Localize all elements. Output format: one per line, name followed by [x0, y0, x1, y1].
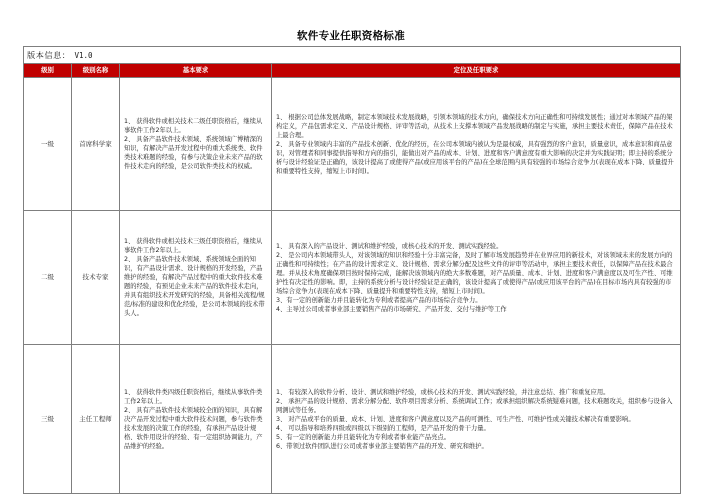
duty-item: 5、有一定的创新能力并且能转化为专利或者事业能产品亮点。: [276, 433, 451, 441]
version-value: V1.0: [74, 50, 93, 60]
header-basic: 基本要求: [120, 64, 272, 78]
requirement-item: 2、 具有产品软件技术领域较全面的知识，具有解决产品开发过程中重大软件技术问题，参与软件类技术发展的决策工作的经验，有承担产品设计规格、软件用设计的经验、有一定组织协调能力，产品维护的经验。: [124, 406, 263, 450]
table-row: [24, 211, 681, 345]
duty-item: 1、 具有深入的产品设计、测试和维护经验，或核心技术的开发、测试实践经验。: [276, 242, 503, 250]
duty-item: 2、 具备专业领域内丰富的产品技术创新、优化的经历，在公司本领域内被认为是最权威，具有强烈的客户意识，质量意识，成本意识和商品意识，对管理者和同事提供指导和方向的指引，能做出对产品的成本、计划、进度和客户满意度有重大影响的决定并为实践证明；即主持的系统分析与设计经验证是正确的，该设计提高了或使得产品(或应用该平台的产品)在全球范围内具有较强的市场综合竞争力(表现在成本下降、质量提升和重要特性支持，缩短上市时间)。: [276, 140, 674, 175]
header-duty: 定位及任职要求: [272, 64, 681, 78]
page-title: 软件专业任职资格标准: [297, 30, 405, 42]
duty-item: 2、 承担产品的设计规格、需求分解分配、软件项目需求分析、系统调试工作；或承担组织解决系统疑难问题，技术难题攻关，组织参与设备入网测试等任务。: [276, 397, 673, 414]
table-row: [24, 78, 681, 211]
requirement-item: 1、 获得软件类四级任职资格后，继续从事软件类工作2年以上。: [124, 388, 263, 405]
version-info: [24, 47, 681, 64]
header-level: 级别: [24, 64, 72, 78]
basic-requirements-cell: [120, 345, 272, 494]
level-name-cell: 首席科学家: [72, 78, 120, 211]
table-row: [24, 345, 681, 494]
duty-item: 4、 可以指导和培养四级或四级以下级别的工程师，是产品开发的骨干力量。: [276, 424, 490, 432]
qualification-table: [23, 46, 681, 494]
duty-item: 4、主导过公司或者事业部主要销售产品的市场研究、产品开发、交付与维护等工作: [276, 305, 507, 313]
requirement-item: 2、 具备产品软件技术领域、系统领域全面的知识，有产品设计需求、设计规格的开发经验，产品维护的经验，有解决产品过程中的重大软件技术难题的经验，有预见企业未来产品的软件技术走向，并具有组织技术开发研究的经验，具备相关流程/规范/标准的建设和优化经验，是公司本领域的技术带头人。: [124, 256, 265, 317]
level-name-cell: 技术专家: [72, 211, 120, 345]
duty-requirements-cell: [272, 211, 681, 345]
basic-requirements-cell: [120, 78, 272, 211]
duty-item: 1、 根据公司总体发展战略，制定本领域技术发展战略，引领本领域的技术方向，确保技术方向正确性和可持续发展性；通过对本领域产品的架构定义，产品包需求定义、产品设计规格、评审等活动，从技术上支撑本领域产品发展战略的制定与实施，承担主要技术责任，保障产品在技术上最合理。: [276, 113, 673, 139]
version-label: 版本信息：: [27, 49, 71, 60]
level-cell: 三级: [24, 345, 72, 494]
duty-requirements-cell: [272, 345, 681, 494]
level-cell: 二级: [24, 211, 72, 345]
duty-item: 6、带领过软件团队进行公司或者事业部主要销售产品的开发、研究和维护。: [276, 442, 488, 450]
requirement-item: 1、 获得软件或相关技术二级任职资格后，继续从事软件工作2年以上。: [124, 118, 263, 134]
duty-item: 3、有一定的创新能力并且能转化为专利或者提高产品的市场综合竞争力。: [276, 296, 482, 304]
header-name: 级别名称: [72, 64, 120, 78]
duty-requirements-cell: [272, 78, 681, 211]
requirement-item: 2、 具备产品软件技术领域、系统领域广博精深的知识，有解决产品开发过程中的重大系统类、软件类技术难题的经验，有参与决策企业未来产品的软件技术走向的经验，是公司软件类技术的权威。: [124, 136, 263, 170]
header-row: [24, 64, 681, 78]
level-name-cell: 主任工程师: [72, 345, 120, 494]
requirement-item: 1、 获得软件或相关技术三级任职资格后，继续从事软件工作2年以上。: [124, 238, 263, 254]
duty-item: 3、 对产品或平台的质量、成本、计划、进度和客户满意度以及产品的可测性、可生产性、可维护性或关键技术解决有重要影响。: [276, 415, 635, 423]
duty-item: 2、 是公司内本领域带头人，对该领域的知识和经验十分丰富完备，及时了解市场发展趋势并在业界应用的新技术，对该领域未来的发展方向的正确性和可持续性；在产品的设计需求定义、设计规格、需求分解分配及这些文件的评审等活动中，承担主要技术责任，以保障产品在技术最合理。并从技术角度确保项目按时保持完成，能解决该领域内的绝大多数难题，对产品质量、成本、计划、进度和客户满意度以及可生产性、可维护性有决定性的影响。即，主持的系统分析与设计经验证是正确的，该设计提高了或使得产品(或应用该平台的产品)在目标市场内具有较强的市场综合竞争力(表现在成本下降、质量提升和重要特性支持，缩短上市时间)。: [276, 251, 673, 295]
basic-requirements-cell: [120, 211, 272, 345]
level-cell: 一级: [24, 78, 72, 211]
version-row: [24, 47, 681, 64]
duty-item: 1、 有较深入的软件分析、设计、测试和维护经验，或核心技术的开发、测试实践经验，并注意总结、推广和重复应用。: [276, 388, 610, 396]
